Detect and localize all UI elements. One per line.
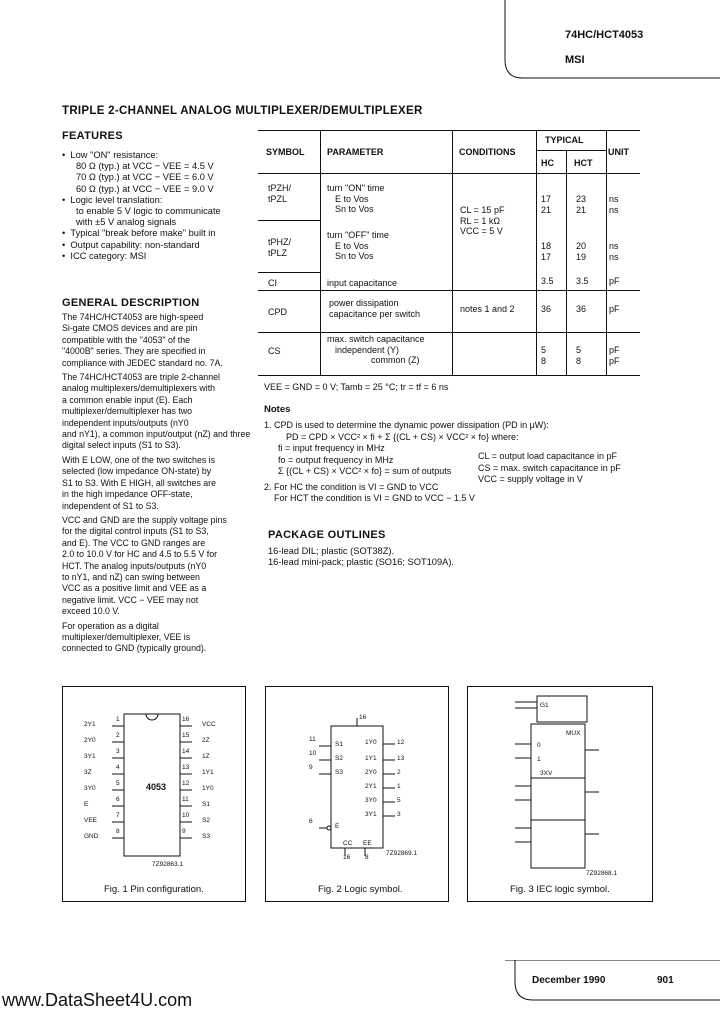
logic-bottom-label: CC: [343, 840, 353, 847]
notes-body: 1. CPD is used to determine the dynamic power dissipation (PD in μW): PD = CPD × VCC² × fi + Σ {(CL + CS) × VCC² × fo} where: fi = input frequency in MHz fo = output frequency in MHz Σ {(CL + CS) × VCC² × fo} = sum of outputs 2. For HC the condition is VI = GND to VCC For HCT the condition is VI = GND to VCC − 1.5 V: [264, 420, 549, 503]
fig3-label-0: 0: [537, 742, 541, 749]
general-line: for the digital control inputs (S1 to S3,: [62, 526, 209, 537]
pin-label-right: 1Y0: [202, 785, 214, 792]
row-hc: 5 8: [541, 345, 547, 366]
logic-output-label: 3Y0: [365, 797, 377, 804]
pin-label-left: E: [84, 801, 89, 808]
table-row: [268, 237, 308, 258]
fig2-code: 7Z92869.1: [386, 850, 418, 857]
general-description: [62, 312, 250, 655]
pin-number-left: 4: [116, 764, 120, 771]
fig3-label-mux: MUX: [566, 730, 581, 737]
col-parameter: PARAMETER: [327, 147, 384, 157]
row-hct: 20 19: [576, 241, 587, 262]
fig3-label-3xv: 3XV: [540, 770, 553, 777]
logic-input-label: S3: [335, 769, 343, 776]
package-body: 16-lead DIL; plastic (SOT38Z). 16-lead mini-pack; plastic (SO16; SOT109A).: [268, 546, 455, 568]
logic-input-label: E: [335, 823, 340, 830]
feature-item: 60 Ω (typ.) at VCC − VEE = 9.0 V: [76, 183, 214, 194]
row-hc: 18 17: [541, 241, 552, 262]
row-symbol: tPHZ/ tPLZ: [268, 237, 292, 258]
notes-heading: Notes: [264, 404, 291, 415]
row-parameter: input capacitance: [327, 278, 398, 288]
pin-number-right: 16: [182, 716, 190, 723]
table-row: [268, 183, 308, 204]
row-parameter: max. switch capacitance independent (Y) common (Z): [327, 334, 425, 365]
feature-item: • Logic level translation:: [62, 194, 163, 205]
row-symbol: CI: [268, 278, 277, 288]
pin-label-right: S1: [202, 801, 210, 808]
logic-bottom-number: 8: [365, 854, 369, 861]
footer-corner-line: [505, 960, 720, 1012]
logic-output-number: 12: [397, 739, 405, 746]
logic-input-number: 6: [309, 818, 313, 825]
general-line: multiplexer/demultiplexer, VEE is: [62, 631, 191, 642]
logic-output-label: 1Y1: [365, 755, 377, 762]
logic-input-number: 11: [309, 736, 316, 743]
general-heading: GENERAL DESCRIPTION: [62, 297, 200, 309]
fig3-iec-diagram: [467, 686, 651, 900]
fig3-code: 7Z92868.1: [586, 870, 618, 877]
row-symbol: tPZH/ tPZL: [268, 183, 292, 204]
row-hc: 3.5: [541, 276, 554, 286]
pin-number-right: 10: [182, 812, 190, 819]
pin-label-right: 2Z: [202, 737, 210, 744]
row-parameter: power dissipation capacitance per switch: [329, 298, 421, 319]
pin-number-left: 8: [116, 828, 120, 835]
category-label: MSI: [565, 54, 585, 66]
logic-output-number: 1: [397, 783, 401, 790]
feature-item: 80 Ω (typ.) at VCC − VEE = 4.5 V: [76, 161, 214, 172]
logic-output-label: 2Y1: [365, 783, 377, 790]
general-line: S1 to S3. With E HIGH, all switches are: [62, 477, 216, 488]
feature-item: • ICC category: MSI: [62, 250, 147, 261]
feature-item: • Low "ON" resistance:: [62, 150, 159, 160]
row-hc: 17 21: [541, 194, 552, 215]
part-number: 74HC/HCT4053: [565, 29, 644, 41]
pin-label-right: 1Y1: [202, 769, 214, 776]
general-line: to nY1, and nZ) can swing between: [62, 571, 200, 582]
pin-label-right: 1Z: [202, 753, 210, 760]
row-parameter: turn "OFF" time E to Vos Sn to Vos: [327, 230, 389, 261]
row-hct: 36: [576, 304, 587, 314]
fig3-label-1: 1: [537, 756, 541, 763]
general-line: The 74HC/HCT4053 are high-speed: [62, 312, 204, 322]
logic-output-label: 3Y1: [365, 811, 377, 818]
general-line: "4000B" series. They are specified in: [62, 346, 206, 357]
feature-item: with ±5 V analog signals: [76, 217, 177, 228]
timing-conditions: CL = 15 pF RL = 1 kΩ VCC = 5 V: [460, 205, 505, 236]
footer-page: 901: [657, 975, 674, 986]
general-line: connected to GND (typically ground).: [62, 643, 207, 654]
pin-number-right: 14: [182, 748, 190, 755]
logic-output-number: 13: [397, 755, 405, 762]
general-line: exceed 10.0 V.: [62, 606, 120, 617]
package-heading: PACKAGE OUTLINES: [268, 529, 386, 541]
col-conditions: CONDITIONS: [459, 147, 516, 157]
general-line: VCC as a positive limit and VEE as a: [62, 583, 207, 594]
table-footer: VEE = GND = 0 V; Tamb = 25 °C; tr = tf = 6 ns: [264, 382, 449, 392]
pin-number-right: 11: [182, 796, 189, 803]
row-symbol: CPD: [268, 307, 288, 317]
col-hc: HC: [541, 158, 554, 168]
pin-label-right: S3: [202, 833, 210, 840]
feature-item: 70 Ω (typ.) at VCC − VEE = 6.0 V: [76, 172, 214, 183]
header-frame: [495, 0, 720, 82]
general-line: negative limit. VCC − VEE may not: [62, 594, 199, 605]
pin-number-left: 2: [116, 732, 120, 739]
pin-number-right: 12: [182, 780, 190, 787]
logic-top-number: 16: [359, 714, 367, 721]
pin-number-left: 3: [116, 748, 120, 755]
pin-label-right: S2: [202, 817, 210, 824]
col-symbol: SYMBOL: [266, 147, 305, 157]
row-hct: 3.5: [576, 276, 589, 286]
col-hct: HCT: [574, 158, 593, 168]
general-line: With E LOW, one of the two switches is: [62, 454, 216, 465]
fig3-label-g1: G1: [540, 702, 549, 709]
fig1-caption: Fig. 1 Pin configuration.: [104, 884, 204, 895]
general-line: analog multiplexers/demultiplexers with: [62, 383, 216, 394]
general-line: a common enable input (E). Each: [62, 394, 193, 405]
logic-bottom-number: 16: [343, 854, 351, 861]
general-line: compliance with JEDEC standard no. 7A.: [62, 357, 223, 368]
pin-number-right: 9: [182, 828, 186, 835]
row-conditions: notes 1 and 2: [460, 304, 515, 314]
pin-label-left: 2Y1: [84, 721, 96, 728]
general-line: in the high impedance OFF-state,: [62, 489, 193, 500]
chip-label: 4053: [146, 782, 167, 792]
feature-item: • Output capability: non-standard: [62, 239, 200, 250]
pin-number-right: 13: [182, 764, 190, 771]
general-line: 2.0 to 10.0 V for HC and 4.5 to 5.5 V for: [62, 549, 218, 560]
row-unit: ns ns: [609, 194, 619, 215]
pin-label-left: 3Y1: [84, 753, 96, 760]
logic-input-label: S2: [335, 755, 343, 762]
feature-item: • Typical "break before make" built in: [62, 228, 216, 239]
row-hct: 23 21: [576, 194, 587, 215]
pin-label-left: VEE: [84, 817, 98, 824]
row-parameter: turn "ON" time E to Vos Sn to Vos: [327, 183, 385, 214]
row-unit: pF: [609, 304, 620, 314]
general-line: HCT. The analog inputs/outputs (nY0: [62, 560, 207, 571]
fig3-caption: Fig. 3 IEC logic symbol.: [510, 884, 610, 895]
general-line: independent of S1 to S3.: [62, 500, 159, 511]
logic-output-number: 3: [397, 811, 401, 818]
pin-label-right: VCC: [202, 721, 216, 728]
row-unit: ns ns: [609, 241, 619, 262]
feature-item: to enable 5 V logic to communicate: [76, 206, 221, 217]
logic-output-number: 2: [397, 769, 401, 776]
fig1-code: 7Z92863.1: [152, 861, 184, 868]
fig2-caption: Fig. 2 Logic symbol.: [318, 884, 403, 895]
row-hc: 36: [541, 304, 552, 314]
header-corner-line: [495, 0, 720, 82]
col-unit: UNIT: [608, 147, 629, 157]
general-line: selected (low impedance ON-state) by: [62, 466, 212, 477]
fig2-logic-diagram: [265, 686, 447, 900]
general-line: The 74HC/HCT4053 are triple 2-channel: [62, 372, 220, 383]
pin-label-left: 3Z: [84, 769, 92, 776]
pin-number-left: 5: [116, 780, 120, 787]
general-line: compatible with the "4053" of the: [62, 334, 191, 345]
watermark-link[interactable]: www.DataSheet4U.com: [2, 990, 193, 1010]
general-line: For operation as a digital: [62, 620, 159, 631]
logic-input-number: 9: [309, 764, 313, 771]
logic-input-label: S1: [335, 741, 343, 748]
pin-number-left: 7: [116, 812, 120, 819]
general-line: and E). The VCC to GND ranges are: [62, 537, 206, 548]
row-unit: pF: [609, 276, 620, 286]
general-line: digital select inputs (S1 to S3).: [62, 440, 181, 451]
general-line: VCC and GND are the supply voltage pins: [62, 514, 227, 525]
row-symbol: CS: [268, 346, 281, 356]
row-hct: 5 8: [576, 345, 582, 366]
general-line: Si-gate CMOS devices and are pin: [62, 323, 198, 334]
notes-right: CL = output load capacitance in pF CS = max. switch capacitance in pF VCC = supply voltage in V: [478, 451, 621, 484]
pin-label-left: 2Y0: [84, 737, 96, 744]
general-line: multiplexer/demultiplexer has two: [62, 406, 193, 417]
pin-number-left: 1: [116, 716, 120, 723]
general-line: and nY1), a common input/output (nZ) and three: [62, 429, 251, 440]
row-unit: pF pF: [609, 345, 620, 366]
general-line: independent inputs/outputs (nY0: [62, 417, 189, 428]
features-heading: FEATURES: [62, 130, 123, 142]
logic-output-number: 5: [397, 797, 401, 804]
pin-label-left: 3Y0: [84, 785, 96, 792]
logic-bottom-label: EE: [363, 840, 372, 847]
logic-output-label: 1Y0: [365, 739, 377, 746]
page-title: TRIPLE 2-CHANNEL ANALOG MULTIPLEXER/DEMULTIPLEXER: [62, 105, 423, 117]
col-typical: TYPICAL: [545, 135, 584, 145]
pin-number-left: 6: [116, 796, 120, 803]
features-list: [62, 150, 221, 262]
pin-number-right: 15: [182, 732, 190, 739]
logic-input-number: 10: [309, 750, 317, 757]
footer-date: December 1990: [532, 975, 606, 986]
pin-label-left: GND: [84, 833, 99, 840]
logic-output-label: 2Y0: [365, 769, 377, 776]
